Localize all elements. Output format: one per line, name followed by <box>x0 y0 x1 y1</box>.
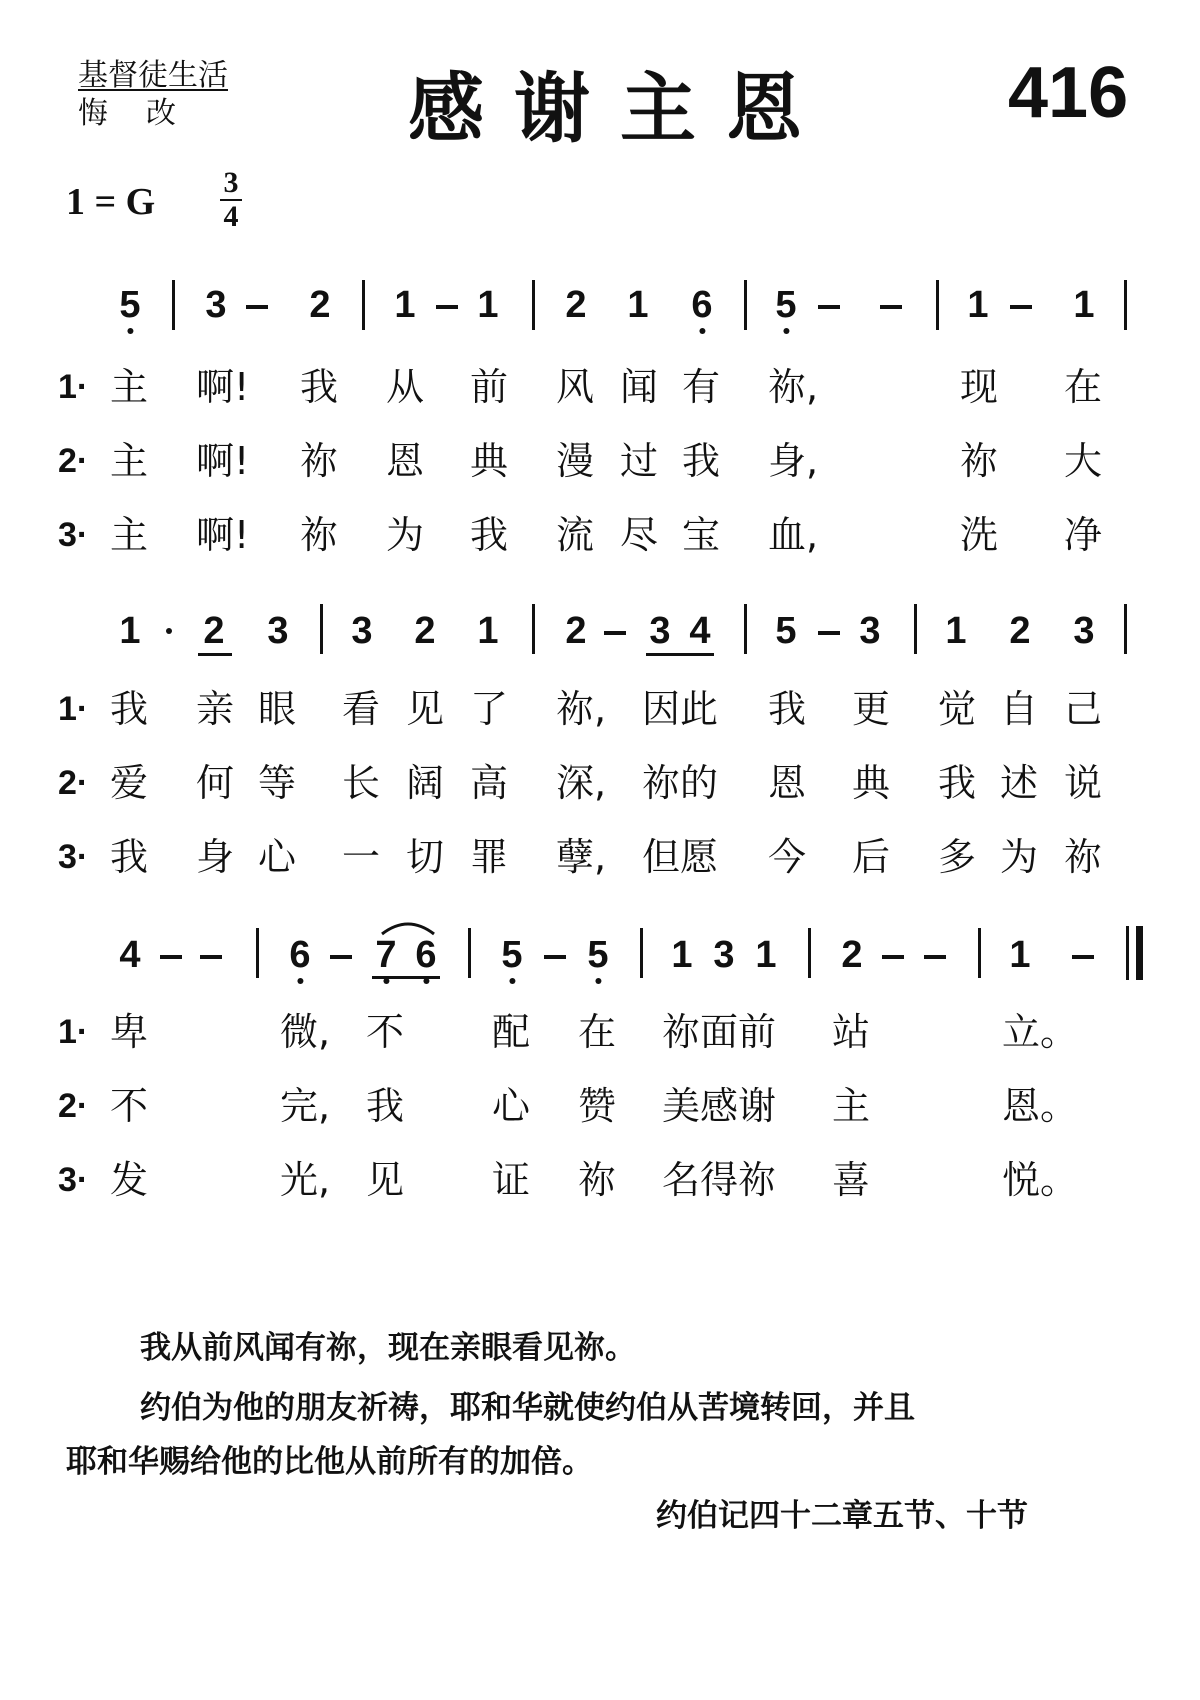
lyric: 从 <box>386 365 425 409</box>
note: 1 <box>119 610 141 652</box>
note: 1 <box>477 610 499 652</box>
lyric: 啊! <box>196 439 250 483</box>
bar-line <box>320 604 323 654</box>
lyric: 在 <box>578 1010 617 1054</box>
lyric: 主 <box>832 1084 871 1128</box>
lyric: 主 <box>110 513 149 557</box>
hold-dash <box>544 955 566 959</box>
lyric: 光, <box>280 1158 331 1202</box>
lyric: 深, <box>556 761 607 805</box>
bar-line <box>1124 604 1127 654</box>
note: 4 <box>119 934 141 976</box>
lyric: 自 <box>1000 687 1039 731</box>
lyric: 祢 <box>960 439 999 483</box>
lyric: 漫 <box>556 439 595 483</box>
note: 1 <box>394 284 416 326</box>
lyric: 配 <box>492 1010 531 1054</box>
lyric: 喜 <box>832 1158 871 1202</box>
bar-line <box>640 928 643 978</box>
lyric: 我 <box>110 687 149 731</box>
verse-number: 1· <box>58 690 89 728</box>
lyric: 切 <box>406 835 445 879</box>
hold-dash <box>246 305 268 309</box>
hold-dash <box>818 305 840 309</box>
subcategory-char-2: 改 <box>146 96 176 131</box>
meter-numerator: 3 <box>223 166 239 199</box>
lyric: 有 <box>682 365 721 409</box>
lyric: 身, <box>768 439 819 483</box>
lyric: 立。 <box>1002 1010 1079 1054</box>
lyric: 心 <box>492 1084 531 1128</box>
verse-number: 3· <box>58 516 89 554</box>
lyric: 眼 <box>258 687 297 731</box>
lyric: 高 <box>470 761 509 805</box>
lyric: 今 <box>768 835 807 879</box>
lyric: 长 <box>342 761 381 805</box>
note: 3 <box>267 610 289 652</box>
lyric: 阔 <box>406 761 445 805</box>
verse-number: 3· <box>58 1161 89 1199</box>
hold-dash <box>818 631 840 635</box>
note-underline <box>646 653 714 656</box>
lyric: 前 <box>470 365 509 409</box>
lyric: 更 <box>852 687 891 731</box>
note: 6 <box>415 934 437 976</box>
lyric: 美感谢 <box>662 1084 777 1128</box>
bar-line <box>532 280 535 330</box>
note: 5 <box>119 284 141 326</box>
scripture-line: 耶和华赐给他的比他从前所有的加倍。 <box>66 1444 593 1480</box>
hold-dash <box>1010 305 1032 309</box>
lyric: 述 <box>1000 761 1039 805</box>
lyric: 主 <box>110 439 149 483</box>
note: 4 <box>689 610 711 652</box>
lyric: 闻 <box>620 365 659 409</box>
bar-line <box>978 928 981 978</box>
lyric: 风 <box>556 365 595 409</box>
lyric: 过 <box>620 439 659 483</box>
lyric: 不 <box>366 1010 405 1054</box>
lyric: 我 <box>682 439 721 483</box>
verse-number: 2· <box>58 442 89 480</box>
verse-number: 1· <box>58 1013 89 1051</box>
lyric: 赞 <box>578 1084 617 1128</box>
lyric: 祢 <box>300 513 339 557</box>
hold-dash <box>880 305 902 309</box>
note: 1 <box>477 284 499 326</box>
verse-number: 2· <box>58 764 89 802</box>
bar-line <box>256 928 259 978</box>
note: 6 <box>691 284 713 326</box>
lyric: 大 <box>1064 439 1103 483</box>
scripture-line: 我从前风闻有祢，现在亲眼看见祢。 <box>140 1330 636 1366</box>
lyric: 我 <box>110 835 149 879</box>
lyric: 但愿 <box>642 835 719 879</box>
lyric: 看 <box>342 687 381 731</box>
bar-line <box>532 604 535 654</box>
note-underline <box>198 653 232 656</box>
lyric: 完, <box>280 1084 331 1128</box>
lyric: 啊! <box>196 513 250 557</box>
note: 2 <box>841 934 863 976</box>
lyric: 宝 <box>682 513 721 557</box>
lyric: 发 <box>110 1158 149 1202</box>
verse-number: 2· <box>58 1087 89 1125</box>
lyric: 说 <box>1064 761 1103 805</box>
hymn-category: 基督徒生活 <box>78 58 228 93</box>
augmentation-dot <box>166 628 172 634</box>
note: 1 <box>755 934 777 976</box>
lyric: 祢 <box>300 439 339 483</box>
lyric: 亲 <box>196 687 235 731</box>
hold-dash <box>160 955 182 959</box>
lyric: 心 <box>258 835 297 879</box>
lyric: 孽, <box>556 835 607 879</box>
verse-number: 1· <box>58 368 89 406</box>
key-signature: 1 = G <box>66 181 156 223</box>
hold-dash <box>330 955 352 959</box>
lyric: 我 <box>470 513 509 557</box>
bar-line <box>468 928 471 978</box>
lyric: 了 <box>470 687 509 731</box>
lyric: 一 <box>342 835 381 879</box>
bar-line <box>172 280 175 330</box>
lyric: 见 <box>366 1158 405 1202</box>
lyric: 身 <box>196 835 235 879</box>
note: 2 <box>414 610 436 652</box>
bar-line <box>362 280 365 330</box>
lyric: 等 <box>258 761 297 805</box>
bar-line <box>1124 280 1127 330</box>
lyric: 典 <box>852 761 891 805</box>
lyric: 祢, <box>768 365 819 409</box>
note: 3 <box>649 610 671 652</box>
hymn-number: 416 <box>1008 53 1129 133</box>
scripture-reference: 约伯记四十二章五节、十节 <box>656 1498 1028 1534</box>
note: 5 <box>775 610 797 652</box>
lyric: 多 <box>938 835 977 879</box>
final-bar-thick <box>1136 926 1143 980</box>
hold-dash <box>882 955 904 959</box>
lyric: 为 <box>386 513 425 557</box>
subcategory-char-1: 悔 <box>78 96 108 131</box>
note-underline <box>372 976 440 979</box>
lyric: 恩 <box>386 439 425 483</box>
time-signature <box>216 168 246 232</box>
lyric: 己 <box>1064 687 1103 731</box>
bar-line <box>744 604 747 654</box>
note: 1 <box>627 284 649 326</box>
lyric: 尽 <box>620 513 659 557</box>
lyric: 我 <box>938 761 977 805</box>
hold-dash <box>436 305 458 309</box>
note: 3 <box>859 610 881 652</box>
lyric: 祢 <box>578 1158 617 1202</box>
note: 3 <box>1073 610 1095 652</box>
lyric: 站 <box>832 1010 871 1054</box>
scripture-line: 约伯为他的朋友祈祷，耶和华就使约伯从苦境转回，并且 <box>140 1390 915 1426</box>
lyric: 我 <box>300 365 339 409</box>
lyric: 啊! <box>196 365 250 409</box>
note: 1 <box>945 610 967 652</box>
note: 1 <box>1073 284 1095 326</box>
note: 5 <box>501 934 523 976</box>
lyric: 祢, <box>556 687 607 731</box>
final-bar-thin <box>1126 926 1129 980</box>
note: 2 <box>203 610 225 652</box>
note: 2 <box>309 284 331 326</box>
note: 6 <box>289 934 311 976</box>
meter-denominator: 4 <box>223 200 239 233</box>
lyric: 恩。 <box>1002 1084 1079 1128</box>
lyric: 微, <box>280 1010 331 1054</box>
hold-dash <box>604 631 626 635</box>
lyric: 祢的 <box>642 761 719 805</box>
lyric: 卑 <box>110 1010 149 1054</box>
lyric: 恩 <box>768 761 807 805</box>
lyric: 后 <box>852 835 891 879</box>
lyric: 罪 <box>470 835 509 879</box>
lyric: 因此 <box>642 687 719 731</box>
note: 1 <box>967 284 989 326</box>
bar-line <box>808 928 811 978</box>
hymn-title: 感谢主恩 <box>408 64 832 153</box>
note: 2 <box>565 284 587 326</box>
hymn-subcategory <box>78 88 176 132</box>
lyric: 主 <box>110 365 149 409</box>
lyric: 净 <box>1064 513 1103 557</box>
lyric: 悦。 <box>1002 1158 1079 1202</box>
lyric: 觉 <box>938 687 977 731</box>
bar-line <box>914 604 917 654</box>
lyric: 名得祢 <box>662 1158 777 1202</box>
lyric: 血, <box>768 513 819 557</box>
lyric: 何 <box>196 761 235 805</box>
lyric: 洗 <box>960 513 999 557</box>
lyric: 证 <box>492 1158 531 1202</box>
verse-number: 3· <box>58 838 89 876</box>
note: 3 <box>351 610 373 652</box>
hold-dash <box>1072 955 1094 959</box>
lyric: 为 <box>1000 835 1039 879</box>
note: 3 <box>713 934 735 976</box>
lyric: 祢 <box>1064 835 1103 879</box>
bar-line <box>744 280 747 330</box>
note: 3 <box>205 284 227 326</box>
note: 5 <box>775 284 797 326</box>
note: 5 <box>587 934 609 976</box>
note: 1 <box>1009 934 1031 976</box>
lyric: 祢面前 <box>662 1010 777 1054</box>
hold-dash <box>200 955 222 959</box>
note: 7 <box>375 934 397 976</box>
lyric: 不 <box>110 1084 149 1128</box>
note: 1 <box>671 934 693 976</box>
lyric: 见 <box>406 687 445 731</box>
lyric: 我 <box>366 1084 405 1128</box>
lyric: 爱 <box>110 761 149 805</box>
note: 2 <box>565 610 587 652</box>
lyric: 流 <box>556 513 595 557</box>
lyric: 在 <box>1064 365 1103 409</box>
lyric: 典 <box>470 439 509 483</box>
bar-line <box>936 280 939 330</box>
lyric: 我 <box>768 687 807 731</box>
note: 2 <box>1009 610 1031 652</box>
hold-dash <box>924 955 946 959</box>
lyric: 现 <box>960 365 999 409</box>
